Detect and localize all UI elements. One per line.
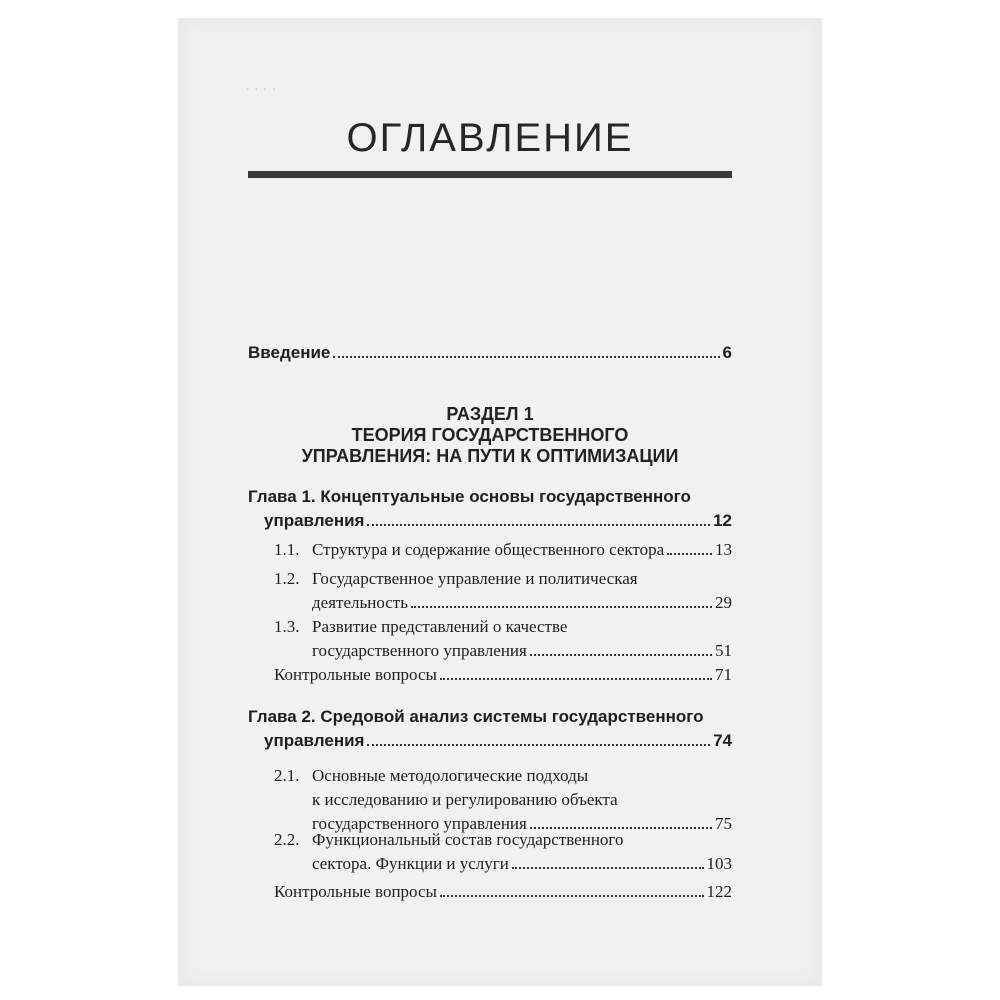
page-title: ОГЛАВЛЕНИЕ — [346, 116, 634, 160]
item-title-line3: государственного управления — [312, 814, 527, 833]
leader-dots — [333, 355, 719, 358]
item-title-line2: к исследованию и регулированию объекта — [312, 790, 618, 809]
item-number: 1.2. — [274, 569, 300, 588]
leader-dots — [367, 743, 710, 746]
chapter-2-title-line1: Глава 2. Средовой анализ системы государственного — [248, 707, 704, 726]
toc-entry-questions-1 — [274, 664, 732, 686]
section-number: РАЗДЕЛ 1 — [446, 404, 534, 424]
item-title: Структура и содержание общественного сектора — [312, 540, 665, 559]
intro-label: Введение — [248, 343, 331, 362]
item-title-line1: Основные методологические подходы — [312, 766, 589, 785]
toc-entry-intro — [248, 342, 732, 364]
chapter-1-title-line2: управления — [264, 511, 365, 530]
section-title-line2: УПРАВЛЕНИЯ: НА ПУТИ К ОПТИМИЗАЦИИ — [301, 446, 679, 466]
leader-dots — [440, 677, 712, 680]
toc-entry-chapter-2 — [248, 706, 732, 752]
item-number: 1.3. — [274, 617, 300, 636]
item-title-line1: Развитие представлений о качестве — [312, 617, 568, 636]
questions-label: Контрольные вопросы — [274, 882, 437, 901]
leader-dots — [530, 653, 712, 656]
chapter-2-title-line2: управления — [264, 731, 365, 750]
leader-dots — [367, 523, 710, 526]
item-title-line1: Функциональный состав государственного — [312, 830, 624, 849]
questions-label: Контрольные вопросы — [274, 665, 437, 684]
chapter-1-title-line1: Глава 1. Концептуальные основы государственного — [248, 487, 691, 506]
item-title-line1: Государственное управление и политическая — [312, 569, 638, 588]
leader-dots — [667, 552, 712, 555]
toc-entry-questions-2 — [274, 881, 732, 903]
item-page: 103 — [706, 854, 732, 873]
title-rule — [248, 171, 732, 178]
item-number: 2.1. — [274, 766, 300, 785]
item-page: 51 — [715, 641, 732, 660]
bleed-through-text: · · · · — [245, 82, 277, 98]
toc-entry-chapter-1 — [248, 486, 732, 532]
item-page: 29 — [715, 593, 732, 612]
item-page: 13 — [715, 540, 732, 559]
leader-dots — [440, 894, 704, 897]
chapter-1-page: 12 — [713, 511, 732, 530]
questions-page: 122 — [706, 882, 732, 901]
leader-dots — [411, 605, 712, 608]
item-number: 2.2. — [274, 830, 300, 849]
item-number: 1.1. — [274, 540, 300, 559]
item-page: 75 — [715, 814, 732, 833]
intro-page: 6 — [722, 343, 732, 362]
questions-page: 71 — [715, 665, 732, 684]
leader-dots — [512, 866, 704, 869]
item-title-line2: государственного управления — [312, 641, 527, 660]
section-title-line1: ТЕОРИЯ ГОСУДАРСТВЕННОГО — [351, 425, 629, 445]
item-title-line2: сектора. Функции и услуги — [312, 854, 509, 873]
item-title-line2: деятельность — [312, 593, 408, 612]
chapter-2-page: 74 — [713, 731, 732, 750]
